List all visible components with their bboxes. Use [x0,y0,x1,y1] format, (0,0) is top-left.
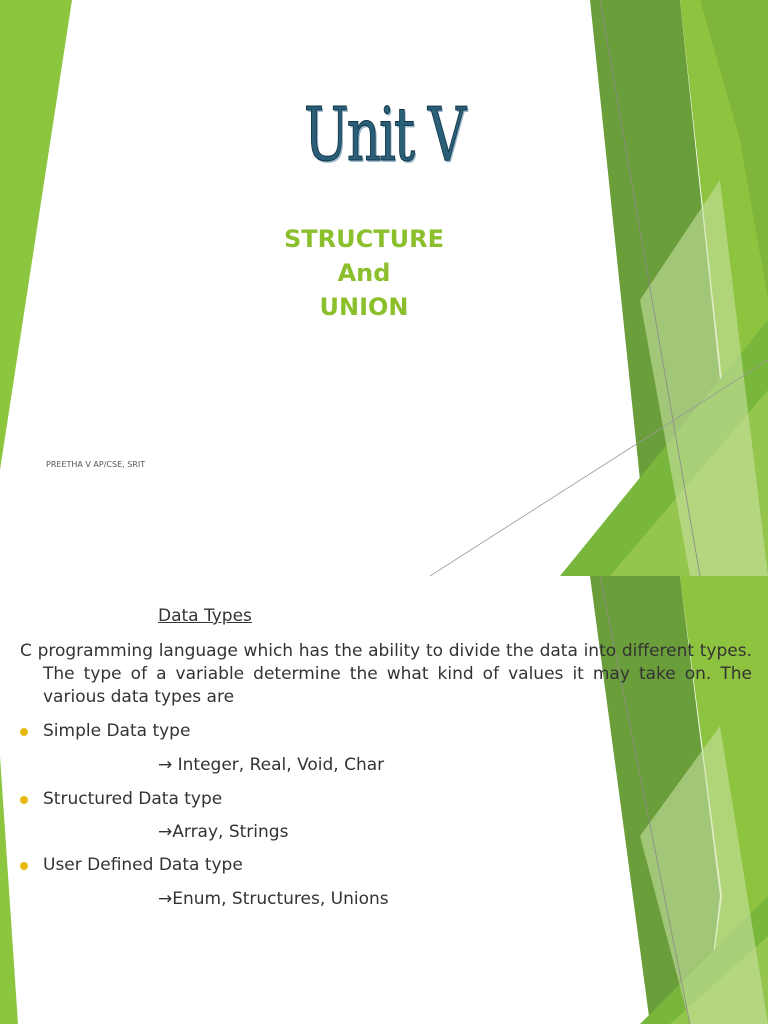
bullet-icon [20,728,28,736]
list-item-detail: →Array, Strings [158,822,289,842]
list-item-label: Simple Data type [43,721,191,741]
bullet-icon [20,796,28,804]
intro-paragraph: C programming language which has the ability to divide the data into different types. The type of a variable determine the what kind of values it may take on. The various data types are [20,641,752,707]
section-heading: Data Types [158,606,252,626]
slide-title: Unit V [303,92,465,178]
subtitle-line: UNION [319,293,409,321]
list-item-label: Structured Data type [43,789,223,809]
subtitle-line: And [337,259,391,287]
slide-subtitle [0,222,728,324]
subtitle-line: STRUCTURE [284,225,444,253]
list-item-detail: →Enum, Structures, Unions [158,889,389,909]
list-item-label: User Defined Data type [43,855,243,875]
list-item-detail: → Integer, Real, Void, Char [158,755,385,775]
slide-footer: PREETHA V AP/CSE, SRIT [46,460,146,469]
bullet-icon [20,862,28,870]
